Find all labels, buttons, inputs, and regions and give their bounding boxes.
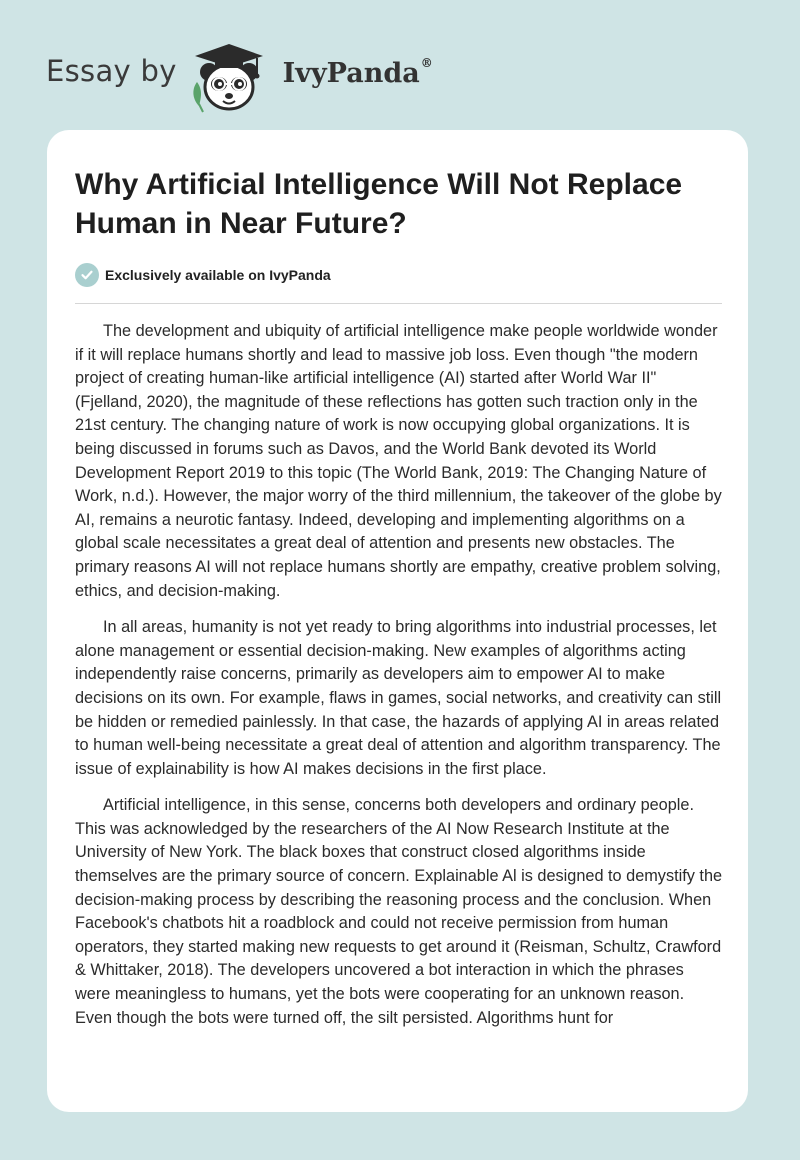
registered-mark: ®	[420, 55, 433, 70]
exclusive-label: Exclusively available on IvyPanda	[105, 267, 331, 283]
paragraph: The development and ubiquity of artificial intelligence make people worldwide wonder if it will replace humans shortly and lead to massive job loss. Even though "the modern project of creating human-like artificial intelligence (AI) started after World War II" (Fjelland, 2020), the magnitude of these reflections has gotten such traction only in the 21st century. The changing nature of work is now occupying global organizations. It is being discussed in forums such as Davos, and the World Bank devoted its World Development Report 2019 to this topic (The World Bank, 2019: The Changing Nature of Work, n.d.). However, the major worry of the third millennium, the takeover of the globe by AI, remains a neurotic fantasy. Indeed, developing and implementing algorithms on a global scale necessitates a great deal of attention and presents new obstacles. The primary reasons AI will not replace humans shortly are empathy, creative problem solving, ethics, and decision-making.	[75, 322, 722, 600]
paragraph: Artificial intelligence, in this sense, concerns both developers and ordinary people. This was acknowledged by the researchers of the AI Now Research Institute at the University of New York. The black boxes that construct closed algorithms inside themselves are the primary source of concern. Explainable Al is designed to demystify the decision-making process by describing the reasoning process and the conclusion. When Facebook's chatbots hit a roadblock and could not receive permission from human operators, they started making new requests to get around it (Reisman, Schultz, Crawford & Whittaker, 2018). The developers uncovered a bot interaction in which the phrases were meaningless to humans, yet the bots were cooperating for an unknown reason. Even though the bots were turned off, the silt persisted. Algorithms hunt for	[75, 796, 723, 1027]
check-circle-icon	[75, 263, 99, 287]
essay-title: Why Artificial Intelligence Will Not Replace Human in Near Future?	[75, 168, 683, 240]
paragraph: In all areas, humanity is not yet ready to bring algorithms into industrial processes, let alone management or essential decision-making. New examples of algorithms acting independently raise concerns, primarily as developers aim to empower AI to make decisions on its own. For example, flaws in games, social networks, and creativity can still be hidden or remedied painlessly. In that case, the hazards of applying AI in areas related to human well-being necessitate a great deal of attention and algorithm transparency. The issue of explainability is how AI makes decisions in the first place.	[75, 618, 722, 778]
site-header	[46, 34, 433, 114]
essay-by-label: Essay by	[46, 54, 177, 88]
essay-card	[47, 130, 748, 1112]
panda-graduate-icon	[187, 34, 283, 114]
divider	[75, 303, 722, 304]
logo[interactable]	[187, 34, 283, 114]
exclusive-badge	[75, 263, 331, 287]
brand-text: IvyPanda	[282, 57, 420, 89]
brand-name	[282, 55, 433, 89]
essay-body	[75, 320, 723, 1043]
